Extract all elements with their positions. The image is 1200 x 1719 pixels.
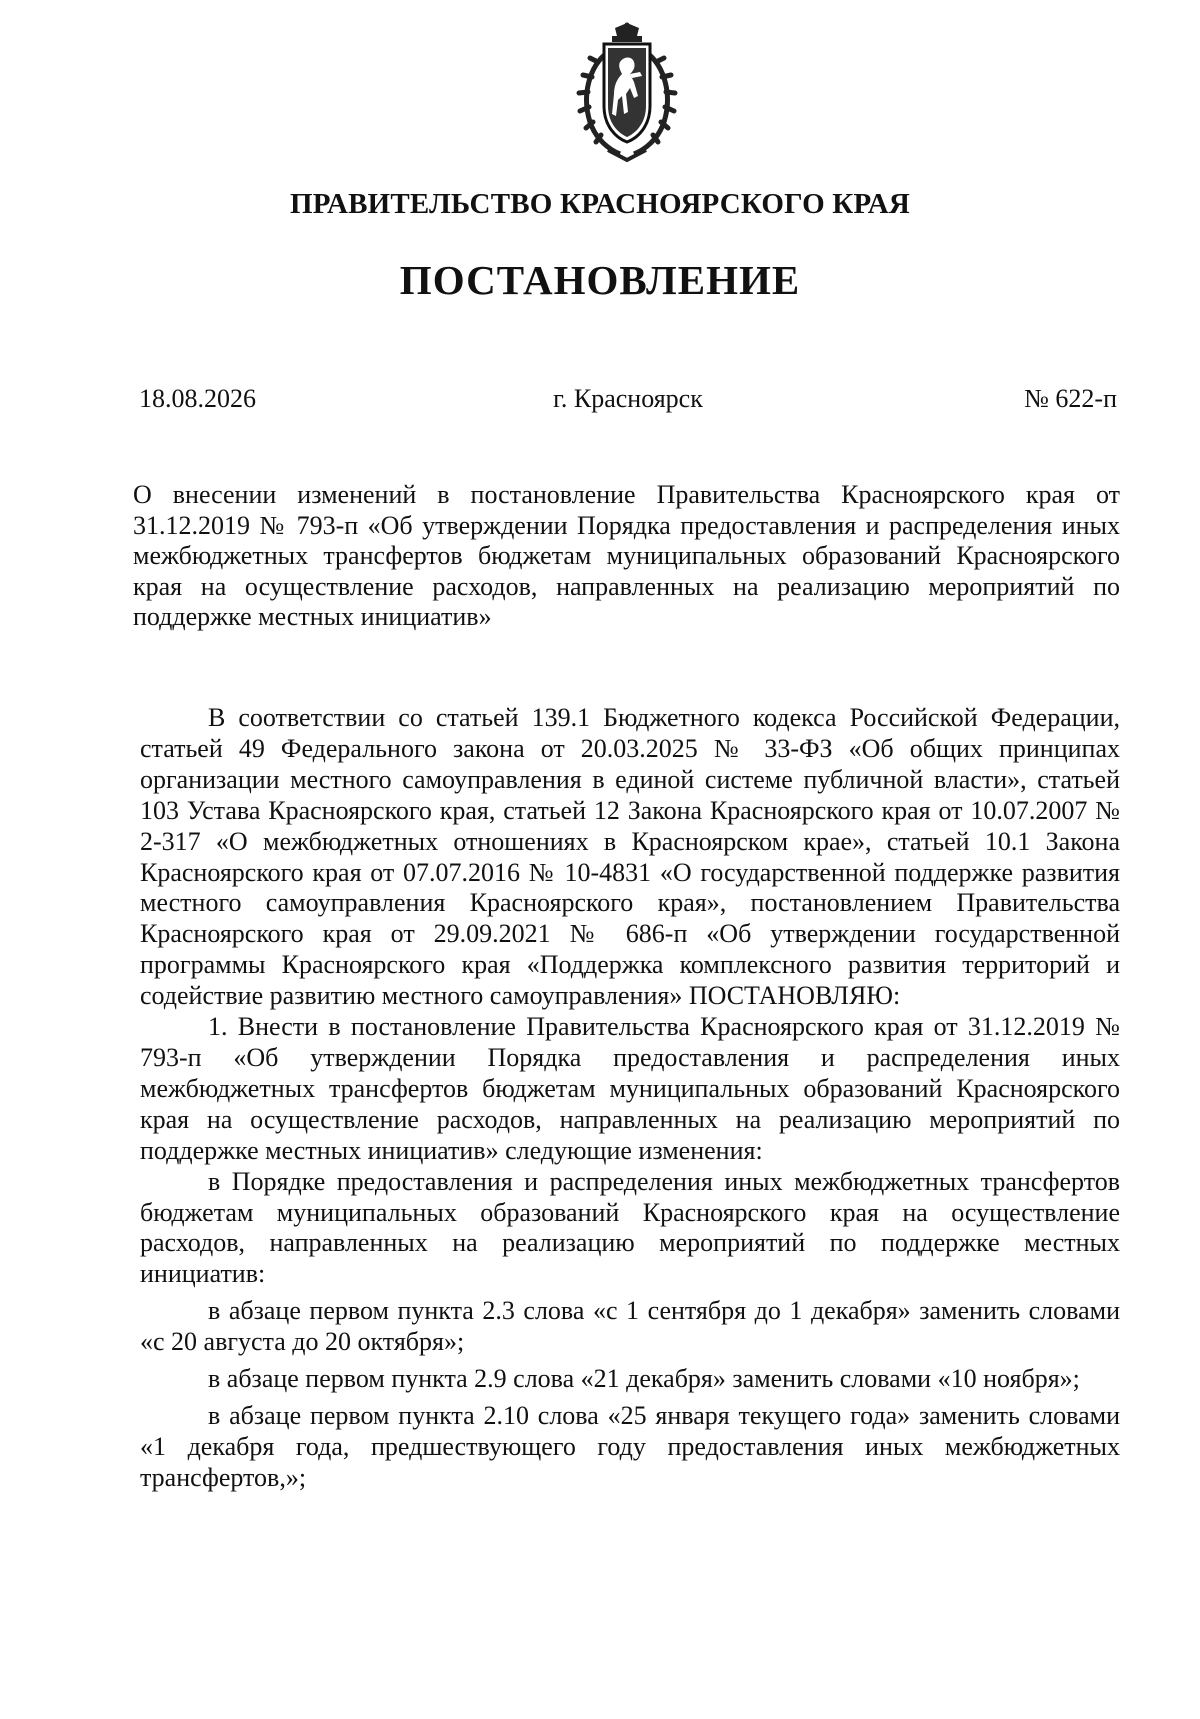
government-title: ПРАВИТЕЛЬСТВО КРАСНОЯРСКОГО КРАЯ xyxy=(289,188,911,220)
document-number: № 622-п xyxy=(1024,384,1117,413)
change-2-9-paragraph: в абзаце первом пункта 2.9 слова «21 декабря» заменить словами «10 ноября»; xyxy=(208,1364,1080,1394)
document-date: 18.08.2026 xyxy=(139,384,256,413)
document-meta xyxy=(139,384,1117,424)
preamble-paragraph: В соответствии со статьей 139.1 Бюджетного кодекса Российской Федерации, статьей 49 Федерального закона от 20.03.2025 № 33-ФЗ «Об общих принципах организации местного самоуправления в единой системе публичной власти», статьей 103 Устава Красноярского края, статьей 12 Закона Красноярского края от 10.07.2007 № 2-317 «О межбюджетных отношениях в Красноярском крае», статьей 10.1 Закона Красноярского края от 07.07.2016 № 10-4831 «О государственной поддержке развития местного самоуправления Красноярского края», постановлением Правительства Красноярского края от 29.09.2021 № 686-п «Об утверждении государственной программы Красноярского края «Поддержка комплексного развития территорий и содействие развитию местного самоуправления» ПОСТАНОВЛЯЮ: xyxy=(140,703,1120,1011)
document-city: г. Красноярск xyxy=(553,384,703,413)
item-1-paragraph: 1. Внести в постановление Правительства Красноярского края от 31.12.2019 № 793-п «Об утверждении Порядка предоставления и распределения иных межбюджетных трансфертов бюджетам муниципальных образований Красноярского края на осуществление расходов, направленных на реализацию мероприятий по поддержке местных инициатив» следующие изменения: xyxy=(140,1012,1120,1165)
document-body xyxy=(140,703,1120,1494)
krasnoyarsk-coat-of-arms-icon xyxy=(568,22,686,164)
item-1-intro-paragraph: в Порядке предоставления и распределения иных межбюджетных трансфертов бюджетам муниципальных образований Красноярского края на осуществление расходов, направленных на реализацию мероприятий по поддержке местных инициатив: xyxy=(140,1166,1120,1289)
change-2-3-paragraph: в абзаце первом пункта 2.3 слова «с 1 сентября до 1 декабря» заменить словами «с 20 августа до 20 октября»; xyxy=(140,1296,1120,1357)
change-2-10-paragraph: в абзаце первом пункта 2.10 слова «25 января текущего года» заменить словами «1 декабря года, предшествующего году предоставления иных межбюджетных трансфертов,»; xyxy=(140,1400,1120,1492)
document-type-title: ПОСТАНОВЛЕНИЕ xyxy=(399,257,801,303)
document-subject: О внесении изменений в постановление Правительства Красноярского края от 31.12.2019 № 793-п «Об утверждении Порядка предоставления и распределения иных межбюджетных трансфертов бюджетам муниципальных образований Красноярского края на осуществление расходов, направленных на реализацию мероприятий по поддержке местных инициатив» xyxy=(133,480,1120,632)
